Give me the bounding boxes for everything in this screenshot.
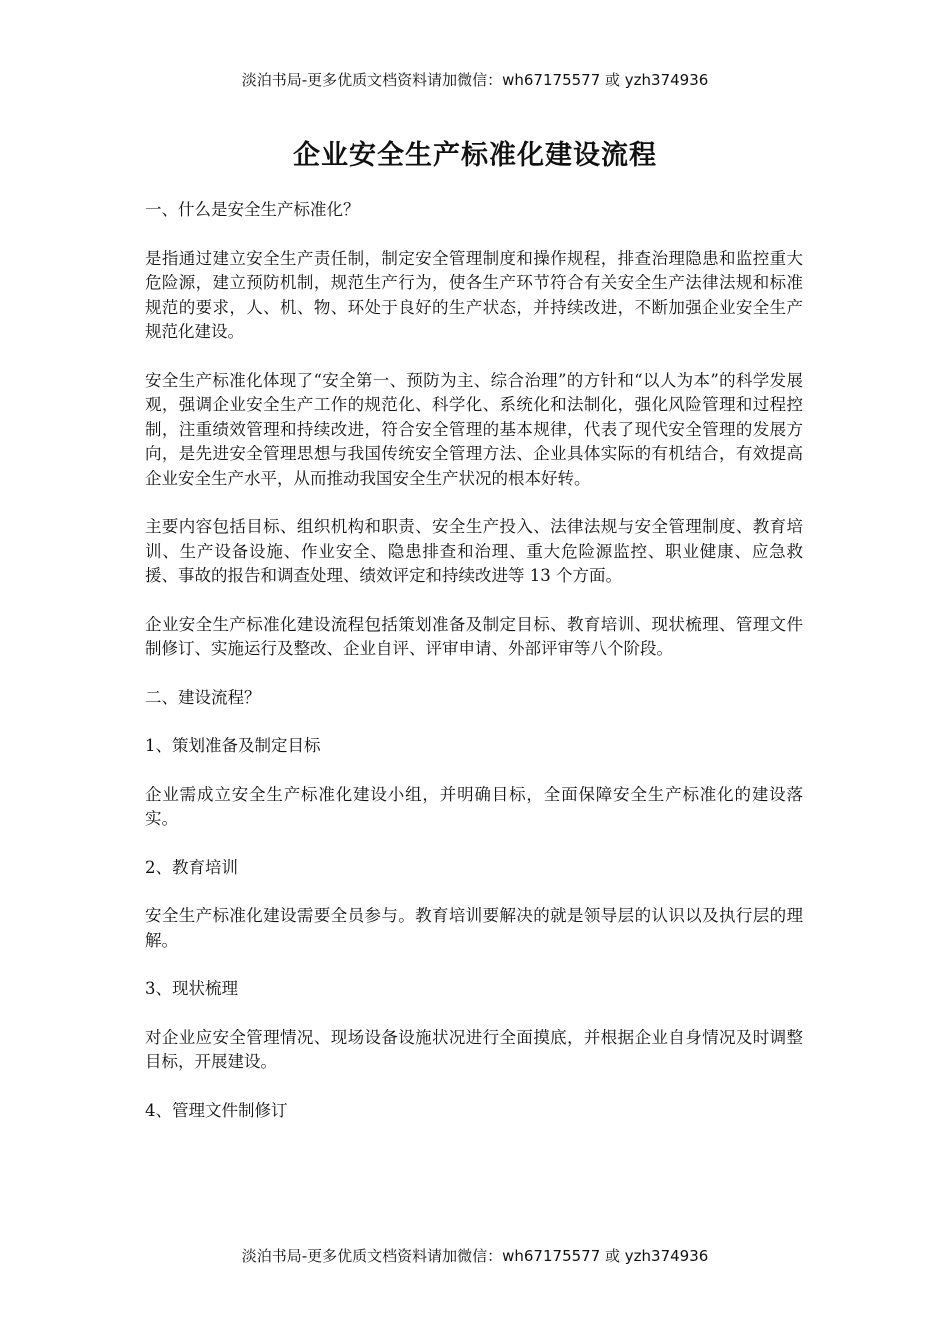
- document-body: [145, 198, 803, 1147]
- paragraph-principles: 安全生产标准化体现了“安全第一、预防为主、综合治理”的方针和“以人为本”的科学发展观，强调企业安全生产工作的规范化、科学化、系统化和法制化，强化风险管理和过程控制，注重绩效管理和持续改进，符合安全管理的基本规律，代表了现代安全管理的发展方向，是先进安全管理思想与我国传统安全管理方法、企业具体实际的有机结合，有效提高企业安全生产水平，从而推动我国安全生产状况的根本好转。: [145, 370, 803, 488]
- paragraph-stages: 企业安全生产标准化建设流程包括策划准备及制定目标、教育培训、现状梳理、管理文件制修订、实施运行及整改、企业自评、评审申请、外部评审等八个阶段。: [145, 614, 803, 658]
- step-text-3: 对企业应安全管理情况、现场设备设施状况进行全面摸底，并根据企业自身情况及时调整目标，开展建设。: [145, 1027, 803, 1071]
- section-heading-process: 二、建设流程？: [145, 687, 261, 707]
- step-text-1: 企业需成立安全生产标准化建设小组，并明确目标，全面保障安全生产标准化的建设落实。: [145, 784, 803, 828]
- step-heading-4: 4、管理文件制修订: [145, 1100, 288, 1120]
- document-title: 企业安全生产标准化建设流程: [293, 140, 657, 171]
- step-heading-1: 1、策划准备及制定目标: [145, 736, 321, 755]
- section-heading-what-is: 一、什么是安全生产标准化？: [145, 200, 360, 219]
- paragraph-main-contents: 主要内容包括目标、组织机构和职责、安全生产投入、法律法规与安全管理制度、教育培训、生产设备设施、作业安全、隐患排查和治理、重大危险源监控、职业健康、应急救援、事故的报告和调查处理、绩效评定和持续改进等 13 个方面。: [145, 517, 803, 585]
- step-text-2: 安全生产标准化建设需要全员参与。教育培训要解决的就是领导层的认识以及执行层的理解。: [145, 906, 803, 950]
- step-heading-3: 3、现状梳理: [145, 979, 238, 998]
- step-heading-2: 2、教育培训: [145, 857, 238, 877]
- paragraph-definition: 是指通过建立安全生产责任制，制定安全管理制度和操作规程，排查治理隐患和监控重大危险源，建立预防机制，规范生产行为，使各生产环节符合有关安全生产法律法规和标准规范的要求，人、机、物、环处于良好的生产状态，并持续改进，不断加强企业安全生产规范化建设。: [145, 248, 803, 341]
- footer-watermark: 淡泊书局-更多优质文档资料请加微信：wh67175577 或 yzh374936: [241, 1247, 709, 1265]
- header-watermark: 淡泊书局-更多优质文档资料请加微信：wh67175577 或 yzh374936: [241, 71, 709, 89]
